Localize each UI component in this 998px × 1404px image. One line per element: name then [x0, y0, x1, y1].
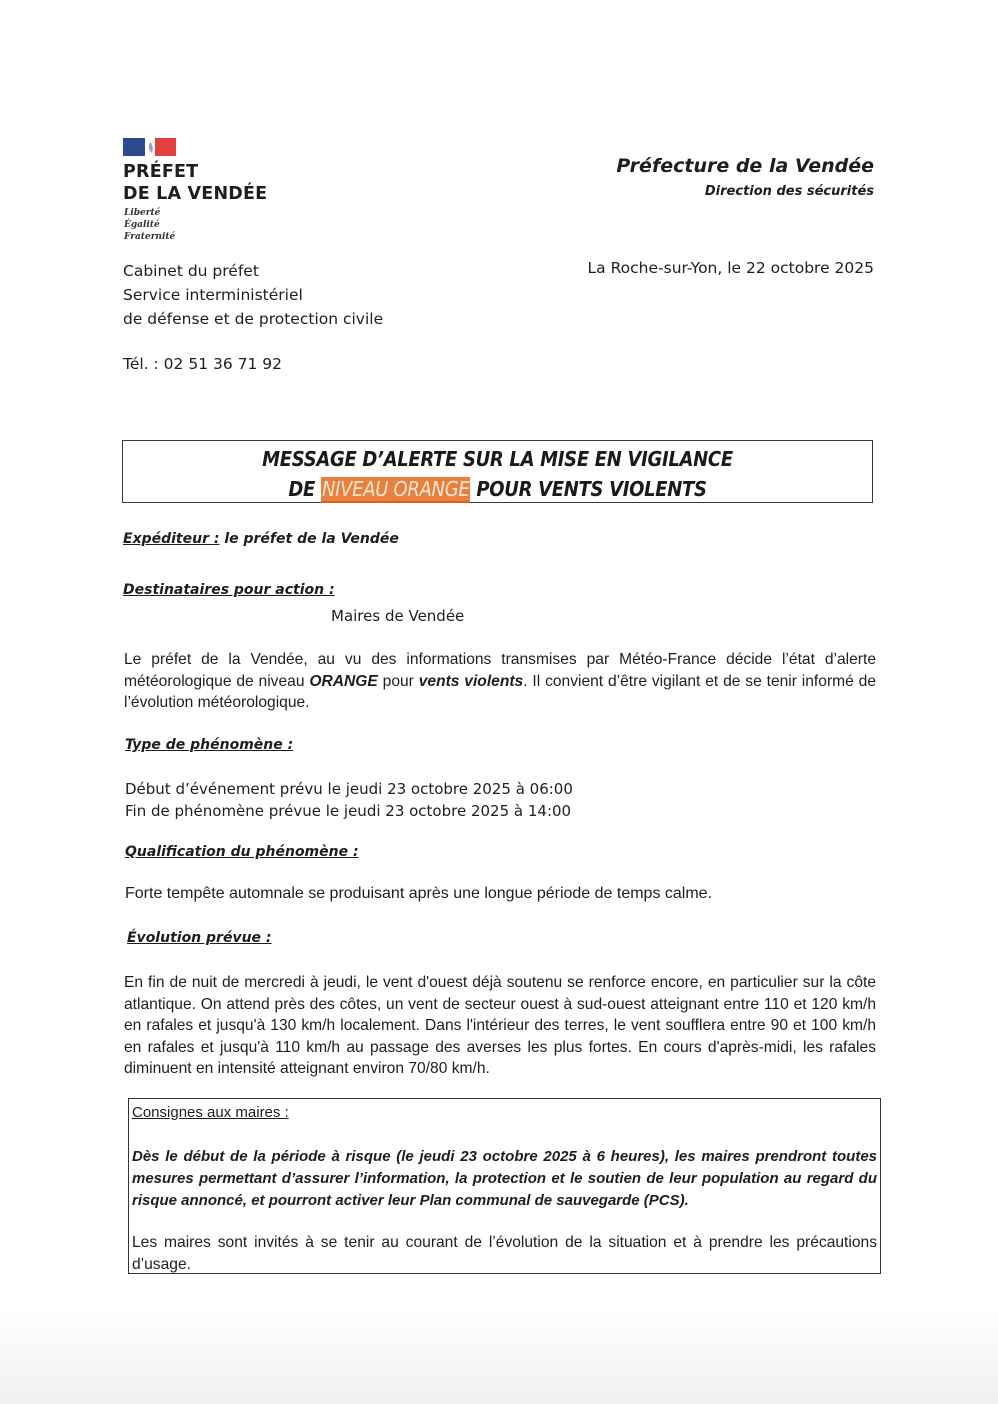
qualification-text: Forte tempête automnale se produisant après une longue période de temps calme. [125, 885, 713, 902]
prefet-logo-title [123, 161, 267, 205]
direction-name: Direction des sécurités [704, 184, 874, 199]
title-prefix: DE [288, 477, 321, 501]
logo-line-2: DE LA VENDÉE [123, 184, 268, 204]
place-date: La Roche-sur-Yon, le 22 octobre 2025 [587, 259, 874, 277]
event-dates [125, 778, 573, 822]
sender-label: Expéditeur : [123, 531, 220, 547]
intro-text: Le préfet de la Vendée, au vu des informations transmises par Météo-France décide l’état d’alerte météorologique de niveau [124, 651, 876, 690]
republic-motto [124, 207, 175, 243]
alert-title-line-2 [123, 477, 872, 501]
sender-value: le préfet de la Vendée [219, 531, 399, 547]
mayor-instructions-box [128, 1098, 881, 1274]
marianne-flag-icon [123, 138, 176, 156]
qualification-label: Qualification du phénomène : [125, 844, 359, 860]
logo-line-1: PRÉFET [123, 162, 199, 182]
sender-row [123, 530, 399, 548]
alert-title-box [122, 440, 873, 503]
evolution-paragraph: En fin de nuit de mercredi à jeudi, le vent d'ouest déjà soutenu se renforce encore, en particulier sur la côte atlantique. On attend près des côtes, un vent de secteur ouest à sud-ouest atteignant entre 110 et 120 km/h en rafales et jusqu'à 130 km/h localement. Dans l'intérieur des terres, le vent soufflera entre 90 et 100 km/h en rafales et jusqu'à 110 km/h au passage des averses les plus fortes. En cours d'après-midi, les rafales diminuent en intensité atteignant environ 70/80 km/h. [124, 974, 876, 1077]
motto-liberte: Liberté [124, 208, 161, 218]
alert-title-line-1: MESSAGE D’ALERTE SUR LA MISE EN VIGILANCE [262, 447, 733, 471]
event-start: Début d’événement prévu le jeudi 23 octobre 2025 à 06:00 [125, 780, 573, 798]
event-end: Fin de phénomène prévue le jeudi 23 octobre 2025 à 14:00 [125, 802, 572, 820]
motto-fraternite: Fraternité [124, 232, 176, 242]
title-suffix: POUR VENTS VIOLENTS [470, 477, 707, 501]
service-line: de défense et de protection civile [123, 310, 384, 328]
prefecture-name: Préfecture de la Vendée [616, 155, 874, 177]
instructions-label: Consignes aux maires : [132, 1104, 289, 1121]
service-line: Cabinet du préfet [123, 262, 259, 280]
alert-level: ORANGE [309, 672, 378, 690]
recipients-value: Maires de Vendée [331, 607, 465, 625]
evolution-label: Évolution prévue : [127, 930, 272, 946]
instructions-paragraph-2: Les maires sont invités à se tenir au courant de l’évolution de la situation et à prendre les précautions d’usage. [132, 1234, 877, 1273]
phenomenon-name: vents violents [418, 672, 524, 690]
intro-text: . Il convient d’être vigilant et de se tenir informé de l’évolution météorologique. [124, 672, 876, 711]
phone-number: Tél. : 02 51 36 71 92 [123, 355, 283, 373]
intro-text: pour [377, 672, 419, 690]
intro-paragraph [124, 649, 876, 714]
type-label: Type de phénomène : [125, 737, 294, 753]
orange-level-highlight: NIVEAU ORANGE [321, 477, 470, 501]
motto-egalite: Égalité [124, 220, 160, 230]
service-line: Service interministériel [123, 286, 303, 304]
instructions-paragraph-1: Dès le début de la période à risque (le jeudi 23 octobre 2025 à 6 heures), les maires prendront toutes mesures permettant d’assurer l’information, la protection et le soutien de leur population au regard du risque annoncé, et pourront activer leur Plan communal de sauvegarde (PCS). [132, 1148, 877, 1209]
recipients-label: Destinataires pour action : [123, 582, 335, 598]
service-block [123, 259, 383, 331]
